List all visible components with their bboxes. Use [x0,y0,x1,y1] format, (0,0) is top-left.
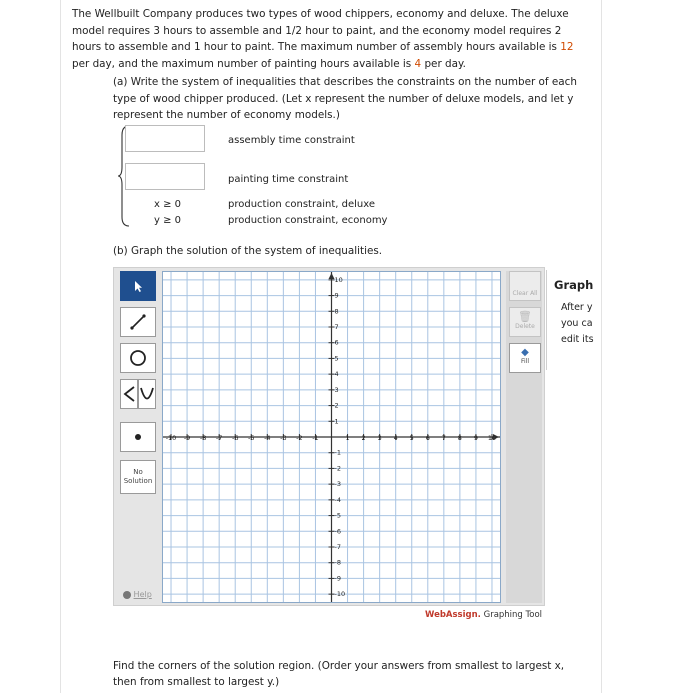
circle-icon [127,347,149,369]
x-tick-label: -8 [199,434,207,442]
part-a-prompt: (a) Write the system of inequalities that describes the constraints on the number of each type of wood chipper produced. (Let x represent the number of deluxe models, and let y represent the number of economy models.) [113,76,577,121]
x-tick-label: 2 [361,434,366,442]
x-tick-label: -1 [312,434,319,442]
graph-info-panel [546,270,601,370]
y-tick-label: 3 [334,385,339,394]
pointer-tool-button[interactable] [120,271,156,301]
x-nonneg-inequality: x ≥ 0 [153,199,181,210]
circle-tool-button[interactable] [120,343,156,373]
part-b-prompt: (b) Graph the solution of the system of inequalities. [113,245,383,257]
x-tick-label: 7 [441,434,446,442]
brand-name: WebAssign. [425,610,481,620]
point-icon [133,432,143,442]
painting-inequality-input[interactable] [125,163,205,190]
y-nonneg-inequality: y ≥ 0 [153,215,181,226]
brand-suffix: Graphing Tool [480,610,543,620]
x-tick-label: 5 [409,434,414,442]
pointer-icon [131,279,145,293]
line-tool-button[interactable] [120,307,156,337]
x-tick-label: 3 [377,434,382,442]
y-tick-label: 6 [334,338,339,347]
assembly-inequality-input[interactable] [125,125,205,152]
help-link[interactable] [123,590,152,599]
x-tick-label: 9 [473,434,478,442]
graph-panel-title: Graph [554,278,594,292]
delete-button[interactable] [509,307,541,337]
assembly-max-value: 12 [560,41,574,53]
help-label: Help [133,590,152,599]
y-tick-label: -9 [334,574,341,583]
clear-all-button[interactable] [509,271,541,301]
y-tick-label: 1 [334,417,339,426]
fill-bucket-icon: ◆ [521,347,529,358]
x-tick-label: -2 [296,434,303,442]
y-tick-label: -7 [334,543,341,551]
graph-panel-line-1: After y [561,302,593,313]
graph-panel-line-2: you ca [561,318,593,329]
painting-max-value: 4 [414,57,422,70]
problem-intro: The Wellbuilt Company produces two types of wood chippers, economy and deluxe. The deluxe model requires 3 hours to assemble and 1/2 hour to paint, and the economy model requires 2 hours to assemble and 1 hour to paint. The maximum number of assembly hours available is [72,8,569,53]
y-tick-label: -10 [334,590,346,599]
graph-panel-line-3: edit its [561,334,594,345]
y-tick-label: -3 [334,480,341,489]
problem-intro-mid: per day, and the maximum number of painting hours available is [72,57,415,70]
y-tick-label: 7 [334,323,339,331]
y-tick-label: -1 [334,448,341,457]
corners-prompt: Find the corners of the solution region. (Order your answers from smallest to largest x, then from smallest to largest y.) [113,660,565,688]
help-icon [123,591,131,599]
x-tick-label: 1 [345,434,350,442]
x-tick-label: 10 [487,434,497,442]
point-tool-button[interactable] [120,422,156,452]
fill-label: Fill [520,358,529,365]
parabola-icon [139,383,155,405]
y-tick-label: -6 [334,527,341,536]
x-tick-label: -10 [165,434,177,442]
coordinate-grid[interactable] [163,272,500,602]
painting-constraint-label: painting time constraint [228,174,349,185]
x-tick-label: 8 [457,434,462,442]
angle-tool-button[interactable] [120,379,138,409]
line-icon [127,311,149,333]
y-tick-label: -4 [334,495,341,504]
economy-constraint-label: production constraint, economy [228,215,388,226]
y-tick-label: -5 [334,511,341,520]
x-tick-label: -4 [264,434,271,442]
x-tick-label: -6 [231,434,239,442]
y-tick-label: 2 [334,401,339,410]
fill-button[interactable] [509,343,541,373]
x-tick-label: -5 [248,434,255,442]
graph-canvas[interactable] [162,271,501,603]
x-tick-label: -3 [280,434,287,442]
trash-icon: 🗑 [518,310,532,323]
y-tick-label: 5 [334,354,339,363]
clear-all-label: Clear All [512,290,538,297]
y-tick-label: 9 [334,291,339,300]
problem-statement [72,6,582,72]
problem-intro-end: per day. [421,57,466,70]
assembly-constraint-label: assembly time constraint [228,135,355,146]
x-tick-label: -7 [215,434,223,442]
x-tick-label: 4 [393,434,398,442]
x-tick-label: -9 [183,434,191,442]
deluxe-constraint-label: production constraint, deluxe [228,199,375,210]
no-solution-button[interactable]: No Solution [120,460,156,494]
y-tick-label: 10 [334,275,343,284]
y-tick-label: 4 [334,370,339,379]
y-tick-label: -2 [334,464,341,473]
parabola-tool-button[interactable] [138,379,156,409]
y-tick-label: 8 [334,307,339,316]
delete-label: Delete [515,323,535,330]
angle-icon [122,383,136,405]
y-tick-label: -8 [334,558,341,567]
webassign-brand [425,610,542,620]
x-tick-label: 6 [425,434,430,442]
